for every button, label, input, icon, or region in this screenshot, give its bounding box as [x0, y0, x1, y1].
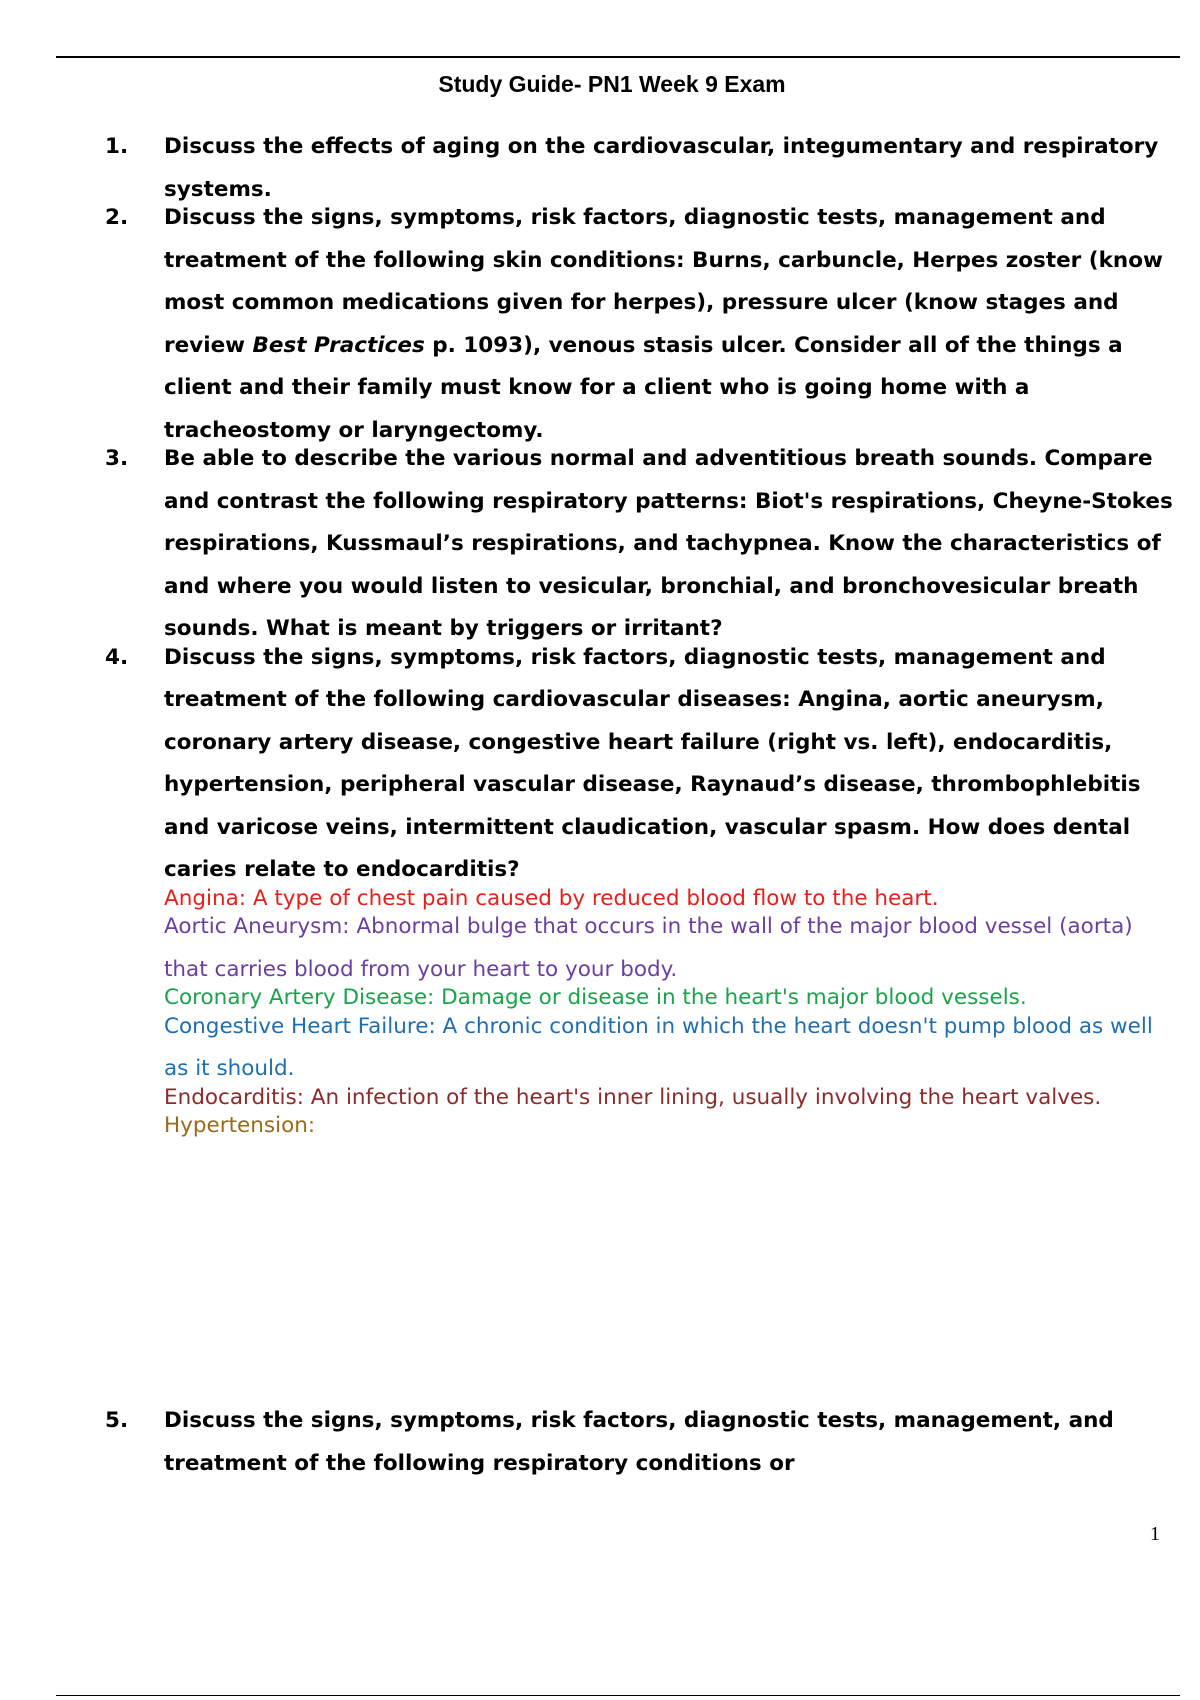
definition-endocarditis: Endocarditis: An infection of the heart's inner lining, usually involving the heart valves. — [164, 1084, 1102, 1110]
item-number: 4. — [105, 644, 129, 670]
item-text: Discuss the signs, symptoms, risk factors, diagnostic tests, management and treatment of the following cardiovascular diseases: Angina, aortic aneurysm, coronary artery disease, congestive heart failure (right vs. left), endocarditis, hypertension, peripheral vascular disease, Raynaud’s disease, thrombophlebitis and varicose veins, intermittent claudication, vascular spasm. How does dental caries relate to endocarditis? — [164, 644, 1141, 882]
question-list — [105, 126, 1175, 1138]
item-text-part: p. 1093), venous stasis ulcer. Consider all of the things a client and their family must know for a client who is going home with a tracheostomy or laryngectomy. — [164, 332, 1123, 443]
book-title-italic: Best Practices — [252, 332, 425, 358]
item-number: 2. — [105, 205, 129, 230]
footer-rule — [56, 1695, 1180, 1696]
item-text: Be able to describe the various normal and adventitious breath sounds. Compare and contrast the following respiratory patterns: Biot's respirations, Cheyne-Stokes respirations, Kussmaul’s respirations, and tachypnea. Know the characteristics of and where you would listen to vesicular, bronchial, and bronchovesicular breath sounds. What is meant by triggers or irritant? — [164, 446, 1173, 641]
item-text: Discuss the effects of aging on the cardiovascular, integumentary and respiratory systems. — [164, 134, 1159, 202]
item-number: 3. — [105, 446, 129, 471]
header-rule — [56, 56, 1180, 58]
item-text-part: Discuss the signs, symptoms, risk factors, diagnostic tests, management and treatment of the following skin conditions: Burns, carbuncle, Herpes zoster (know most common medications given for herpes), pressure ulcer (know stages and review — [164, 205, 1163, 358]
page-number: 1 — [1150, 1523, 1160, 1545]
item-text — [164, 197, 1175, 452]
definition-angina: Angina: A type of chest pain caused by reduced blood flow to the heart. — [164, 885, 939, 911]
definition-coronary-artery-disease: Coronary Artery Disease: Damage or disease in the heart's major blood vessels. — [164, 985, 1027, 1010]
definition-hypertension: Hypertension: — [164, 1113, 316, 1138]
list-item — [105, 438, 1175, 651]
item-number: 1. — [105, 134, 129, 159]
item-number: 5. — [105, 1408, 129, 1433]
list-item — [105, 1400, 1175, 1485]
definition-aortic-aneurysm: Aortic Aneurysm: Abnormal bulge that occurs in the wall of the major blood vessel (aorta) that carries blood from your heart to your body. — [164, 914, 1133, 982]
definitions-block — [164, 878, 1175, 1148]
document-title: Study Guide- PN1 Week 9 Exam — [438, 71, 786, 97]
item-text: Discuss the signs, symptoms, risk factors, diagnostic tests, management, and treatment of the following respiratory conditions or — [164, 1408, 1114, 1476]
list-item — [105, 637, 1175, 1148]
list-item — [105, 197, 1175, 452]
definition-congestive-heart-failure: Congestive Heart Failure: A chronic condition in which the heart doesn't pump blood as well as it should. — [164, 1013, 1153, 1081]
